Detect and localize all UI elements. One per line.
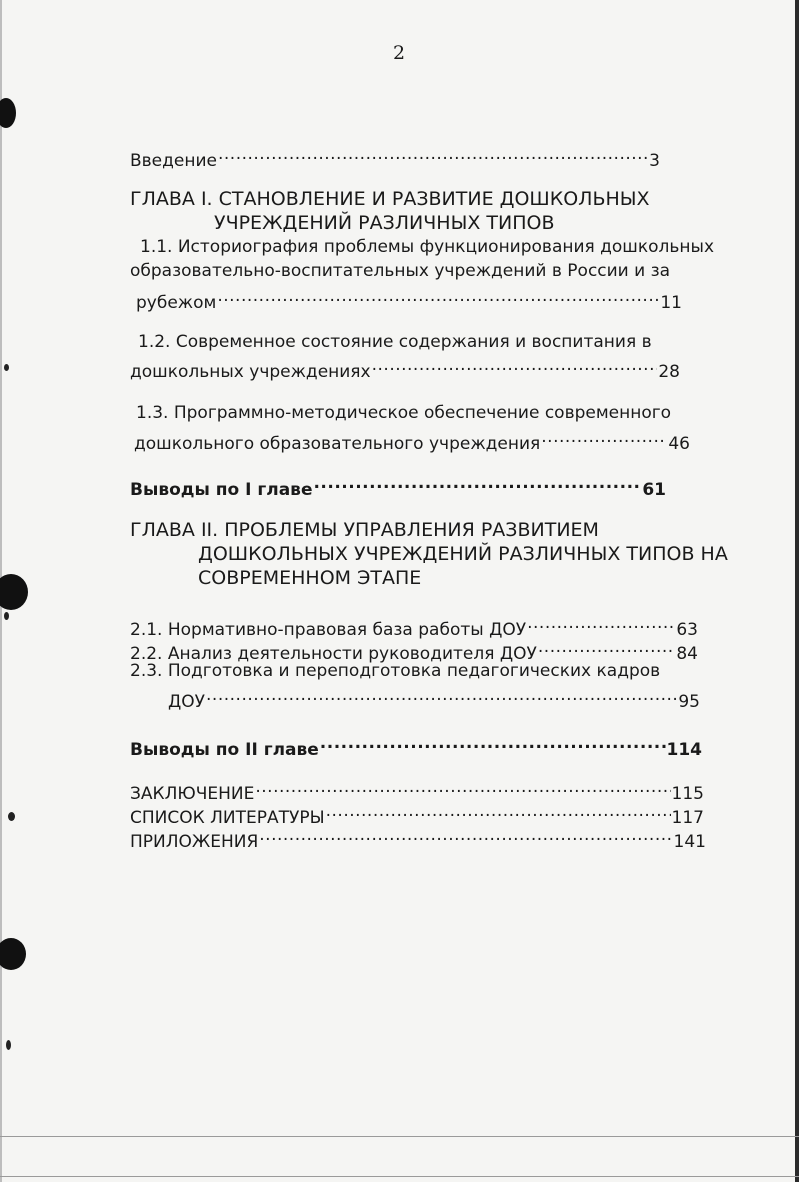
binder-hole-top — [0, 98, 16, 128]
toc-entry-page: 115 — [671, 784, 704, 804]
toc-entry-page: 46 — [668, 434, 690, 454]
toc-entry-title: 2.2. Анализ деятельности руководителя ДОУ — [130, 644, 537, 664]
chapter-1-heading-line-1: ГЛАВА I. СТАНОВЛЕНИЕ И РАЗВИТИЕ ДОШКОЛЬНЫХ — [130, 188, 650, 210]
toc-entry-section-2-3 — [168, 683, 700, 714]
toc-entry-page: 3 — [649, 151, 660, 171]
section-1-2-line-1: 1.2. Современное состояние содержания и воспитания в — [138, 332, 652, 352]
scan-line-bottom-2 — [0, 1176, 799, 1177]
dot-leader — [527, 611, 675, 635]
toc-entry-page: 11 — [660, 293, 682, 313]
toc-entry-section-1-1 — [136, 284, 682, 315]
toc-entry-title: ДОУ — [168, 692, 206, 712]
section-1-1-line-2: образовательно-воспитательных учреждений в России и за — [130, 261, 671, 281]
toc-entry-title: Выводы по II главе — [130, 740, 319, 760]
toc-entry-title: Выводы по I главе — [130, 480, 313, 500]
dot-leader — [218, 142, 648, 166]
section-1-3-line-1: 1.3. Программно-методическое обеспечение современного — [136, 403, 672, 423]
toc-entry-title: дошкольного образовательного учреждения — [134, 434, 541, 454]
toc-entry-page: 141 — [673, 832, 706, 852]
toc-entry-title: ПРИЛОЖЕНИЯ — [130, 832, 259, 852]
toc-entry-page: 114 — [666, 740, 702, 760]
toc-entry-chapter-1-conclusions — [130, 471, 666, 502]
section-2-3-line-1: 2.3. Подготовка и переподготовка педагогических кадров — [130, 661, 661, 681]
scan-speck — [8, 812, 15, 821]
dot-leader — [217, 284, 659, 308]
toc-entry-section-1-2 — [130, 353, 680, 384]
page-right-edge — [795, 0, 799, 1182]
dot-leader — [320, 731, 666, 755]
dot-leader — [541, 425, 667, 449]
toc-entry-page: 28 — [658, 362, 680, 382]
toc-entry-page: 63 — [676, 620, 698, 640]
toc-entry-title: рубежом — [136, 293, 217, 313]
binder-hole-lower — [0, 938, 26, 970]
scan-line-bottom — [0, 1136, 799, 1137]
chapter-1-heading-line-2: УЧРЕЖДЕНИЙ РАЗЛИЧНЫХ ТИПОВ — [214, 212, 555, 234]
dot-leader — [372, 353, 658, 377]
chapter-2-heading-line-3: СОВРЕМЕННОМ ЭТАПЕ — [198, 567, 422, 589]
scan-speck — [6, 1040, 11, 1050]
dot-leader — [538, 635, 675, 659]
toc-entry-title: дошкольных учреждениях — [130, 362, 371, 382]
toc-entry-title: ЗАКЛЮЧЕНИЕ — [130, 784, 255, 804]
toc-entry-chapter-2-conclusions — [130, 731, 702, 762]
dot-leader — [255, 775, 670, 799]
page-number: 2 — [392, 42, 406, 64]
chapter-2-heading-line-2: ДОШКОЛЬНЫХ УЧРЕЖДЕНИЙ РАЗЛИЧНЫХ ТИПОВ НА — [198, 543, 728, 565]
toc-entry-introduction — [130, 142, 660, 173]
toc-entry-page: 84 — [676, 644, 698, 664]
dot-leader — [259, 823, 672, 847]
toc-entry-page: 95 — [678, 692, 700, 712]
section-1-1-line-1: 1.1. Историография проблемы функционирования дошкольных — [140, 237, 715, 257]
dot-leader — [326, 799, 671, 823]
scan-speck — [4, 364, 9, 371]
toc-entry-appendices — [130, 823, 706, 854]
dot-leader — [313, 471, 641, 495]
toc-entry-title: Введение — [130, 151, 217, 171]
chapter-2-heading-line-1: ГЛАВА II. ПРОБЛЕМЫ УПРАВЛЕНИЯ РАЗВИТИЕМ — [130, 519, 599, 541]
scan-speck — [4, 612, 9, 620]
toc-entry-title: СПИСОК ЛИТЕРАТУРЫ — [130, 808, 325, 828]
toc-entry-page: 61 — [642, 480, 666, 500]
toc-entry-section-1-3 — [134, 425, 690, 456]
toc-entry-page: 117 — [671, 808, 704, 828]
dot-leader — [206, 683, 677, 707]
binder-hole-middle — [0, 574, 28, 610]
toc-entry-title: 2.1. Нормативно-правовая база работы ДОУ — [130, 620, 527, 640]
